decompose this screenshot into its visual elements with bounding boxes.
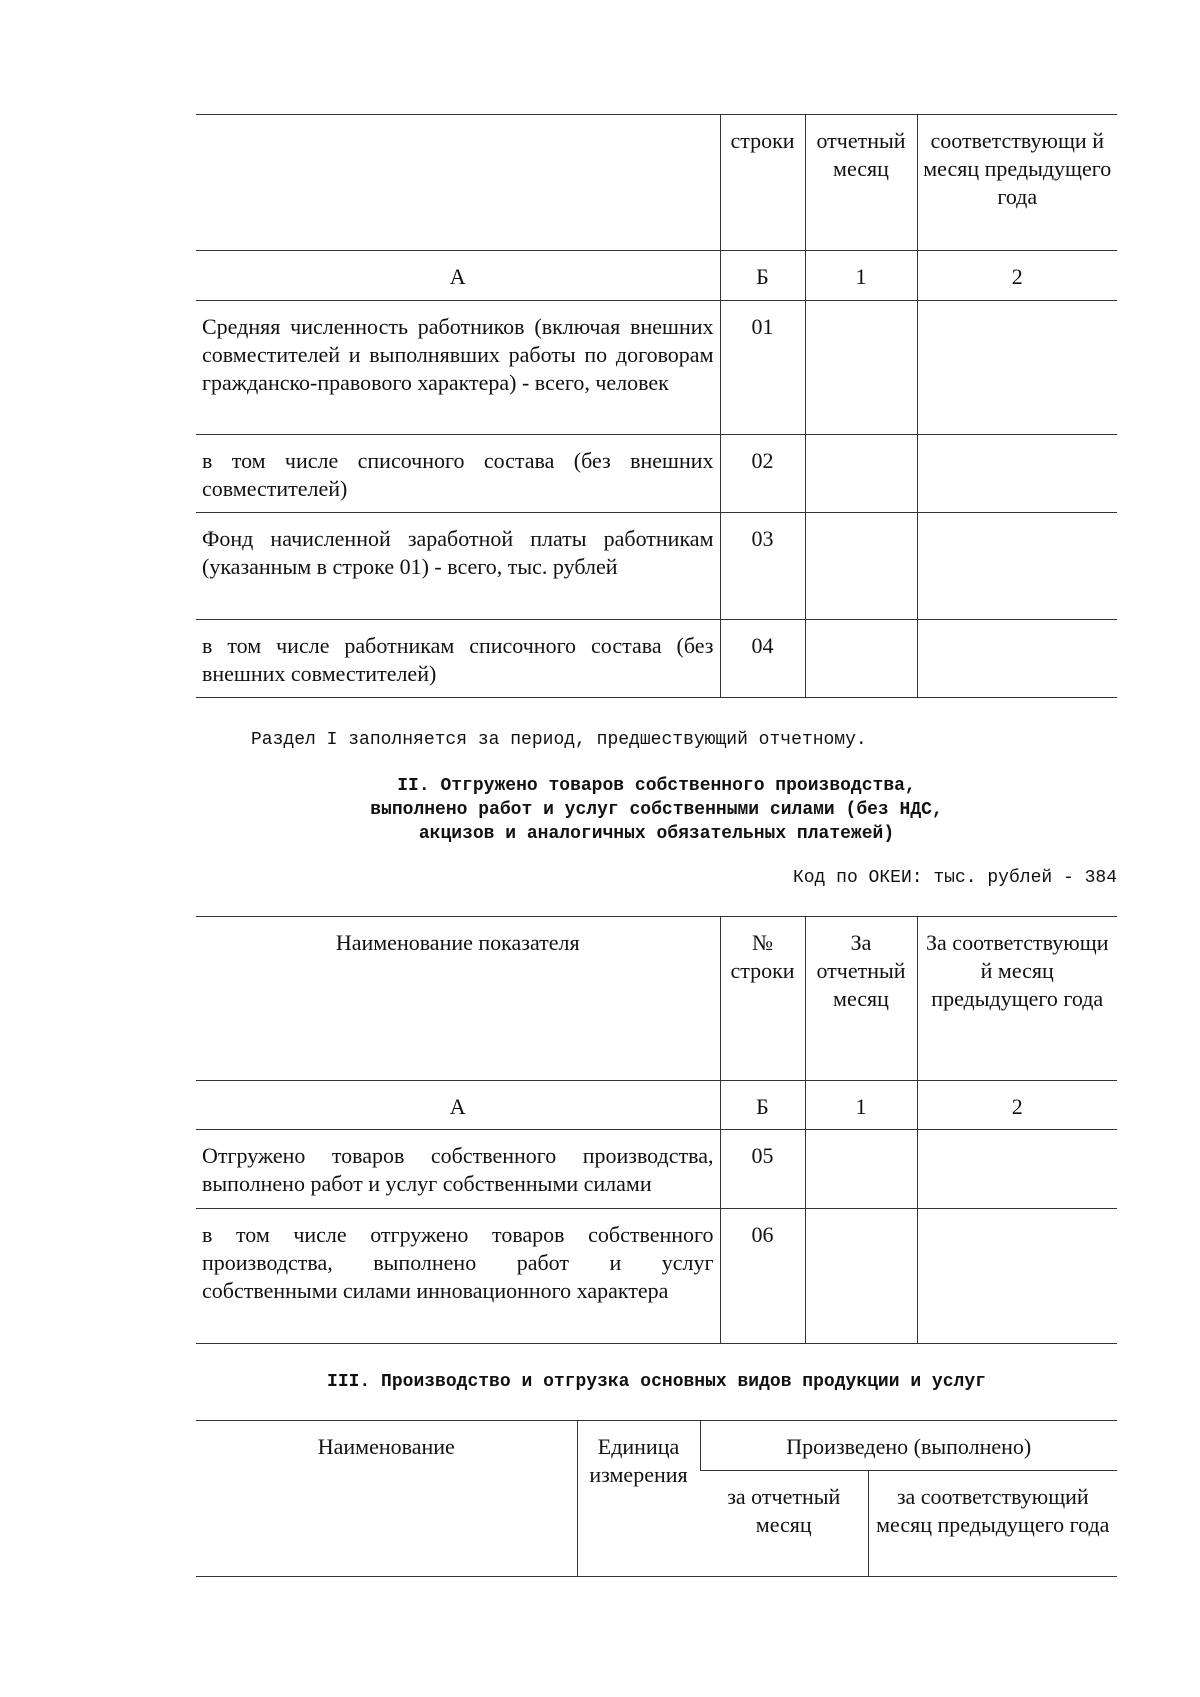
row-value-previous[interactable] <box>917 620 1117 698</box>
row-name: в том числе отгружено товаров собственного производства, выполнено работ и услуг собственными силами инновационного характера <box>196 1209 720 1344</box>
section2-title-line: II. Отгружено товаров собственного производства, <box>397 776 916 796</box>
header-unit: Единица измерения <box>577 1421 700 1577</box>
row-name: Средняя численность работников (включая внешних совместителей и выполнявших работы по договорам гражданско-правового характера) - всего, человек <box>196 301 720 435</box>
table-row <box>196 435 1117 513</box>
table-header-row <box>196 917 1117 1081</box>
row-line-number: 04 <box>720 620 805 698</box>
row-line-number: 02 <box>720 435 805 513</box>
okei-code: Код по ОКЕИ: тыс. рублей - 384 <box>792 868 1117 888</box>
header-current-month: отчетный месяц <box>805 115 917 251</box>
row-name: Отгружено товаров собственного производства, выполнено работ и услуг собственными силами <box>196 1130 720 1209</box>
table-employees <box>196 114 1117 698</box>
row-value-current[interactable] <box>805 1130 917 1209</box>
table-header-row <box>196 115 1117 251</box>
row-value-previous[interactable] <box>917 513 1117 620</box>
header-current-month: за отчетный месяц <box>700 1471 868 1577</box>
row-line-number: 06 <box>720 1209 805 1344</box>
header-previous-year-month: За соответствующи й месяц предыдущего года <box>917 917 1117 1081</box>
row-value-current[interactable] <box>805 1209 917 1344</box>
index-cell: А <box>196 1081 720 1130</box>
header-previous-year-month: соответствующи й месяц предыдущего года <box>917 115 1117 251</box>
header-name: Наименование <box>196 1421 577 1577</box>
row-value-current[interactable] <box>805 301 917 435</box>
table-header-row <box>196 1421 1117 1471</box>
index-cell: А <box>196 251 720 301</box>
header-name <box>196 115 720 251</box>
row-line-number: 01 <box>720 301 805 435</box>
row-name: в том числе работникам списочного состава (без внешних совместителей) <box>196 620 720 698</box>
row-value-previous[interactable] <box>917 301 1117 435</box>
row-name: Фонд начисленной заработной платы работникам (указанным в строке 01) - всего, тыс. рублей <box>196 513 720 620</box>
header-produced: Произведено (выполнено) <box>700 1421 1117 1471</box>
section2-title <box>196 774 1117 846</box>
index-row <box>196 1081 1117 1130</box>
row-value-previous[interactable] <box>917 435 1117 513</box>
table-row <box>196 620 1117 698</box>
row-value-previous[interactable] <box>917 1130 1117 1209</box>
row-line-number: 03 <box>720 513 805 620</box>
index-cell: 1 <box>805 1081 917 1130</box>
table-row <box>196 513 1117 620</box>
header-current-month: За отчетный месяц <box>805 917 917 1081</box>
table-production <box>196 1420 1117 1577</box>
row-value-previous[interactable] <box>917 1209 1117 1344</box>
row-value-current[interactable] <box>805 513 917 620</box>
index-cell: 2 <box>917 1081 1117 1130</box>
index-cell: 1 <box>805 251 917 301</box>
row-name: в том числе списочного состава (без внешних совместителей) <box>196 435 720 513</box>
table-row <box>196 1130 1117 1209</box>
table-row <box>196 301 1117 435</box>
row-value-current[interactable] <box>805 435 917 513</box>
section3-title: III. Производство и отгрузка основных видов продукции и услуг <box>327 1372 986 1392</box>
section2-title-line: акцизов и аналогичных обязательных платежей) <box>418 824 895 844</box>
header-previous-year-month: за соответствующий месяц предыдущего года <box>868 1471 1117 1577</box>
section1-note: Раздел I заполняется за период, предшествующий отчетному. <box>251 730 867 750</box>
table-shipped-goods <box>196 916 1117 1344</box>
header-line-number: строки <box>720 115 805 251</box>
table-row <box>196 1209 1117 1344</box>
header-line-number: № строки <box>720 917 805 1081</box>
index-row <box>196 251 1117 301</box>
row-value-current[interactable] <box>805 620 917 698</box>
header-name: Наименование показателя <box>196 917 720 1081</box>
index-cell: Б <box>720 1081 805 1130</box>
section2-title-line: выполнено работ и услуг собственными силами (без НДС, <box>370 800 943 820</box>
index-cell: Б <box>720 251 805 301</box>
row-line-number: 05 <box>720 1130 805 1209</box>
index-cell: 2 <box>917 251 1117 301</box>
